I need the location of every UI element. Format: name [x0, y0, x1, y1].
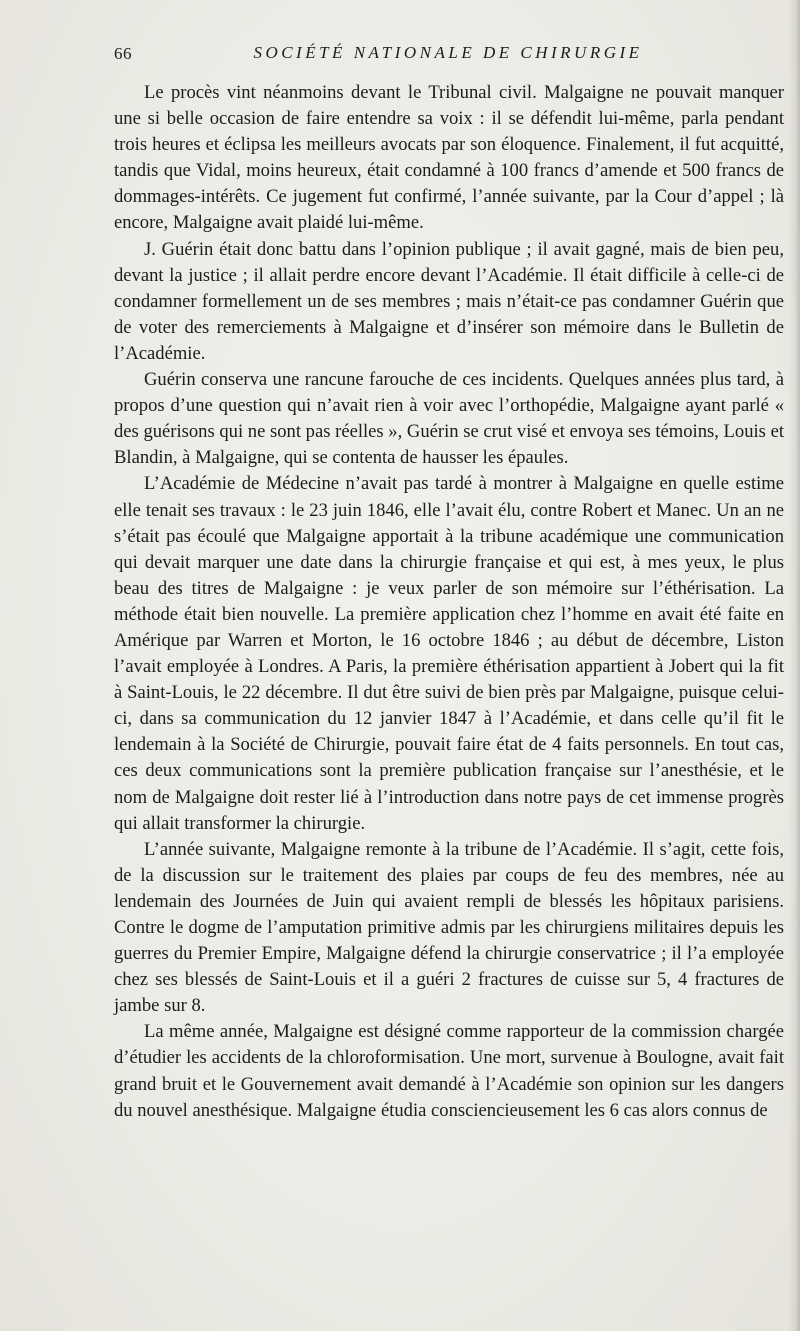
- body-text: [114, 80, 784, 1124]
- paragraph: L’année suivante, Malgaigne remonte à la tribune de l’Académie. Il s’agit, cette fois, de la discussion sur le traitement des plaies par coups de feu des membres, née au lendemain des Journées de Juin qui avaient rempli de blessés les hôpitaux parisiens. Contre le dogme de l’amputation primitive admis par les chirurgiens militaires depuis les guerres du Premier Empire, Malgaigne défend la chirurgie conservatrice ; il l’a employée chez ses blessés de Saint-Louis et il a guéri 2 fractures de cuisse sur 5, 4 fractures de jambe sur 8.: [114, 838, 784, 1017]
- paragraph: Guérin conserva une rancune farouche de ces incidents. Quelques années plus tard, à propos d’une question qui n’avait rien à voir avec l’orthopédie, Malgaigne ayant parlé « des guérisons qui ne sont pas réelles », Guérin se crut visé et envoya ses témoins, Louis et Blandin, à Malgaigne, qui se contenta de hausser les épaules.: [114, 369, 784, 469]
- paragraph: Le procès vint néanmoins devant le Tribunal civil. Malgaigne ne pouvait manquer une si belle occasion de faire entendre sa voix : il se défendit lui-même, parla pendant trois heures et éclipsa les meilleurs avocats par son éloquence. Finalement, il fut acquitté, tandis que Vidal, moins heureux, était condamné à 100 francs d’amende et 500 francs de dommages-intérêts. Ce jugement fut confirmé, l’année suivante, par la Cour d’appel ; là encore, Malgaigne avait plaidé lui-même.: [114, 82, 784, 234]
- paragraph: La même année, Malgaigne est désigné comme rapporteur de la commission chargée d’étudier les accidents de la chloroformisation. Une mort, survenue à Boulogne, avait fait grand bruit et le Gouvernement avait demandé à l’Académie son opinion sur les dangers du nouvel anesthésique. Malgaigne étudia consciencieusement les 6 cas alors connus de: [114, 1021, 784, 1121]
- page-edge-shadow: [788, 0, 800, 1331]
- page-header: [112, 40, 784, 66]
- running-title: SOCIÉTÉ NATIONALE DE CHIRURGIE: [253, 43, 643, 62]
- page-number: 66: [114, 44, 132, 63]
- paragraph: L’Académie de Médecine n’avait pas tardé à montrer à Malgaigne en quelle estime elle tenait ses travaux : le 23 juin 1846, elle l’avait élu, contre Robert et Manec. Un an ne s’était pas écoulé que Malgaigne apportait à la tribune académique une communication qui devait marquer une date dans la chirurgie française et qui est, à mes yeux, le plus beau des titres de Malgaigne : je veux parler de son mémoire sur l’éthérisation. La méthode était bien nouvelle. La première application chez l’homme en avait été faite en Amérique par Warren et Morton, le 16 octobre 1846 ; au début de décembre, Liston l’avait employée à Londres. A Paris, la première éthérisation appartient à Jobert qui la fit à Saint-Louis, le 22 décembre. Il dut être suivi de bien près par Malgaigne, puisque celui-ci, dans sa communication du 12 janvier 1847 à l’Académie, et dans celle qu’il fit le lendemain à la Société de Chirurgie, pouvait faire état de 4 faits personnels. En tout cas, ces deux communications sont la première publication française sur l’anesthésie, et le nom de Malgaigne doit rester lié à l’introduction dans notre pays de cet immense progrès qui allait transformer la chirurgie.: [114, 473, 784, 834]
- paragraph: J. Guérin était donc battu dans l’opinion publique ; il avait gagné, mais de bien peu, devant la justice ; il allait perdre encore devant l’Académie. Il était difficile à celle-ci de condamner formellement un de ses membres ; mais n’était-ce pas condamner Guérin que de voter des remerciements à Malgaigne et d’insérer son mémoire dans le Bulletin de l’Académie.: [114, 238, 784, 364]
